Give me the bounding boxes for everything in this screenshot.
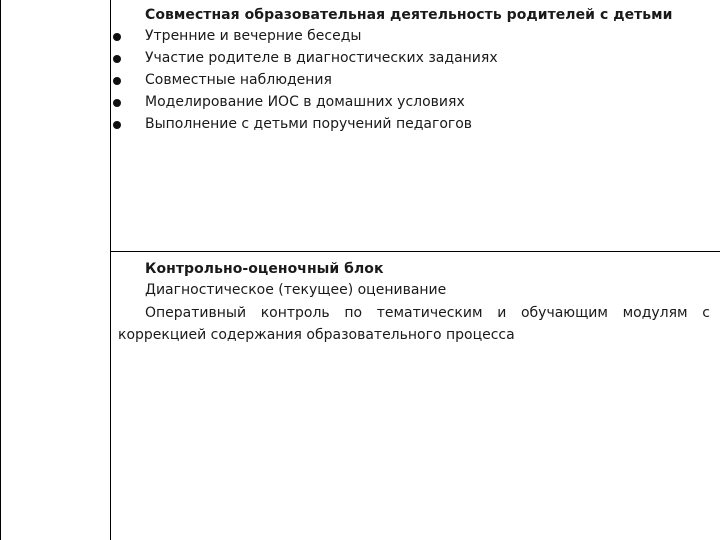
word: обучающим [520,305,608,321]
list-item [0,72,720,94]
word: Оперативный [145,305,247,321]
word: и [497,305,507,321]
table-row-divider [110,251,720,252]
word: тематическим [376,305,483,321]
list-item [0,50,720,72]
bullet-icon [113,77,121,85]
word: по [344,305,363,321]
list-item-text: Моделирование ИОС в домашних условиях [145,94,465,110]
word: модулям [622,305,688,321]
bullet-icon [113,121,121,129]
list-item [0,28,720,50]
list-item [0,116,720,138]
section-heading: Совместная образовательная деятельность родителей с детьми [145,7,673,23]
list-item-text: Совместные наблюдения [145,72,332,88]
section-heading: Контрольно-оценочный блок [145,261,384,277]
list-item-text: Выполнение с детьми поручений педагогов [145,116,473,132]
paragraph-line: Диагностическое (текущее) оценивание [145,282,447,298]
bullet-icon [113,55,121,63]
bullet-icon [113,33,121,41]
list-item-text: Участие родителе в диагностических заданиях [145,50,498,66]
word: с [702,305,710,321]
bullet-icon [113,99,121,107]
word: контроль [260,305,330,321]
list-item-text: Утренние и вечерние беседы [145,28,362,44]
list-item [0,94,720,116]
paragraph-line-justified [145,305,710,321]
paragraph-line: коррекцией содержания образовательного процесса [118,327,515,343]
